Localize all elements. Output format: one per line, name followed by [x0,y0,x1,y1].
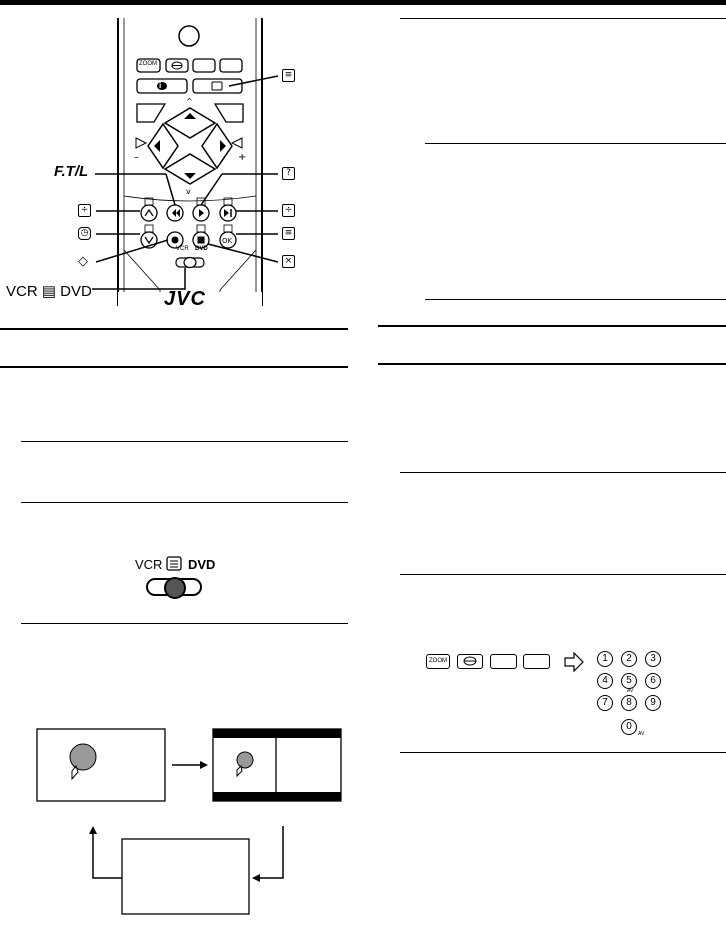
svg-text:+: + [238,152,247,163]
switch-figure-dvd: DVD [188,557,216,572]
keypad-zoom-button: ZOOM [426,654,450,669]
key-9: 9 [645,695,661,711]
key-6: 6 [645,673,661,689]
key-5: 5 [621,673,637,689]
key-8: 8 [621,695,637,711]
arrow-right-icon [563,652,585,672]
keypad-blank-button-2 [523,654,550,669]
key-3: 3 [645,651,661,667]
cancel-icon: × [282,255,295,268]
svg-text:–: – [134,152,139,163]
vcr-dvd-callout-label: VCR ▤ DVD [6,283,92,300]
key-0: 0 [621,719,637,735]
remote-switch-vcr: VCR [176,246,189,252]
key-0-sub: AV [638,731,645,737]
key-7: 7 [597,695,613,711]
list-icon: ≡ [282,227,295,240]
remote-info-glyph: i [159,81,162,90]
svg-text:v: v [186,187,191,196]
remote-zoom-label: ZOOM [139,61,157,67]
keypad-widescreen-button [457,654,483,669]
reveal-icon: ◇ [78,254,88,269]
key-4: 4 [597,673,613,689]
key-2: 2 [621,651,637,667]
ftl-callout-label: F.T/L [54,163,89,180]
key-5-sub: AV [627,688,634,694]
help-icon: ? [282,167,295,180]
size-icon: ÷ [282,204,295,217]
key-1: 1 [597,651,613,667]
index-icon: ◷ [78,227,91,240]
svg-text:^: ^ [186,97,193,106]
switch-figure-vcr: VCR [135,557,163,572]
remote-switch-dvd: DVD [195,246,208,252]
keypad-blank-button-1 [490,654,517,669]
jvc-logo: JVC [164,288,206,310]
teletext-icon: ≡ [282,69,295,82]
svg-text:OK: OK [222,237,233,245]
subpage-icon: ÷ [78,204,91,217]
